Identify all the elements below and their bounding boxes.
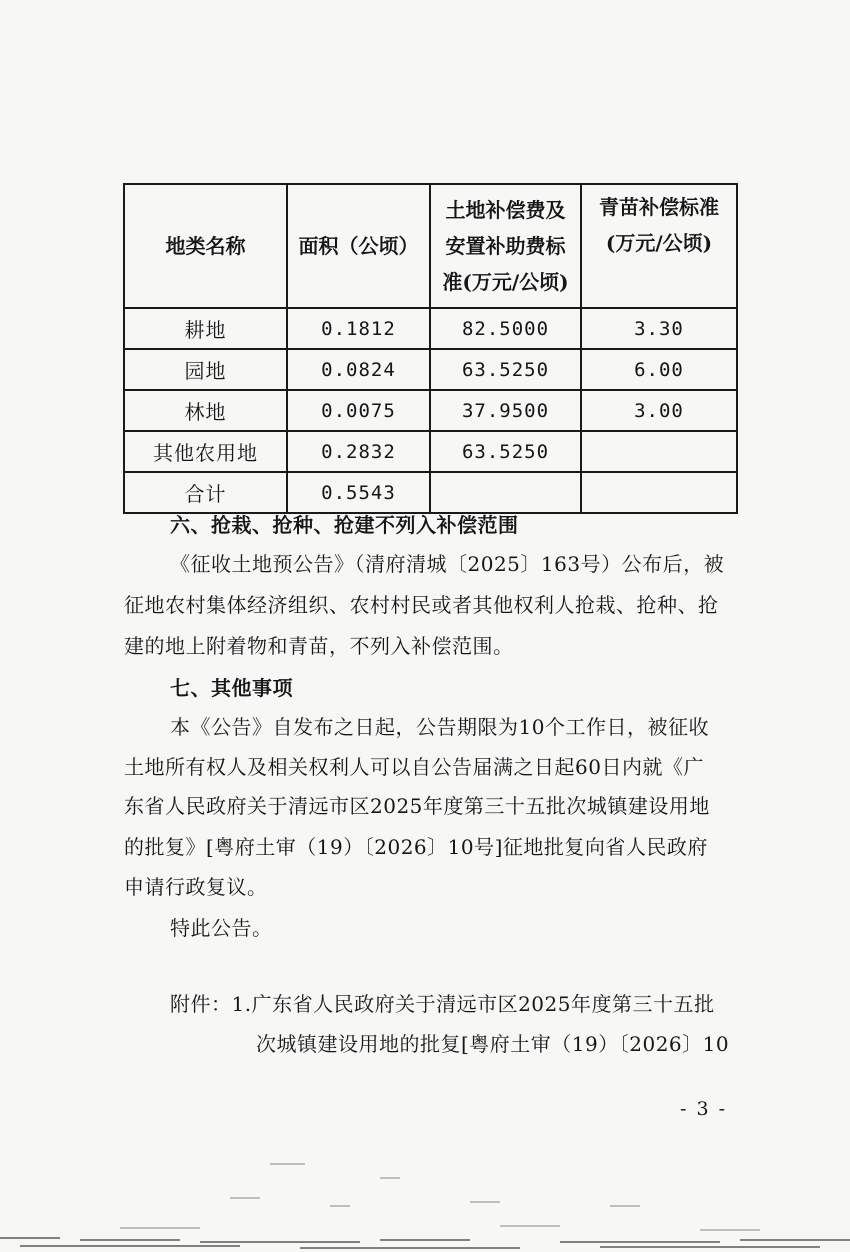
table-row-total: [124, 472, 737, 513]
cell-category: 园地: [124, 349, 287, 390]
cell-category: 林地: [124, 390, 287, 431]
cell-land-compensation: 82.5000: [430, 308, 581, 349]
section-7-para-line: 的批复》[粤府土审（19）〔2026〕10号]征地批复向省人民政府: [124, 835, 708, 859]
cell-area: 0.1812: [287, 308, 430, 349]
cell-category: 其他农用地: [124, 431, 287, 472]
section-7-para-line: 申请行政复议。: [124, 875, 268, 899]
table-row: [124, 308, 737, 349]
header-crop-compensation: 青苗补偿标准 (万元/公顷): [581, 184, 737, 308]
cell-category: 合计: [124, 472, 287, 513]
scan-noise: [0, 1150, 850, 1252]
attachment-line: 次城镇建设用地的批复[粤府土审（19）〔2026〕10: [256, 1032, 730, 1056]
cell-crop-compensation: [581, 431, 737, 472]
header-area: 面积（公顷）: [287, 184, 430, 308]
cell-land-compensation: 37.9500: [430, 390, 581, 431]
table-row: [124, 390, 737, 431]
cell-land-compensation: 63.5250: [430, 349, 581, 390]
cell-area: 0.5543: [287, 472, 430, 513]
section-7-heading: 七、其他事项: [170, 676, 293, 700]
section-7-para-line: 土地所有权人及相关权利人可以自公告届满之日起60日内就《广: [124, 755, 704, 779]
cell-area: 0.0824: [287, 349, 430, 390]
cell-area: 0.0075: [287, 390, 430, 431]
section-7-para-line: 东省人民政府关于清远市区2025年度第三十五批次城镇建设用地: [124, 794, 710, 818]
cell-land-compensation: [430, 472, 581, 513]
table-row: [124, 431, 737, 472]
section-6-para-line: 建的地上附着物和青苗，不列入补偿范围。: [124, 634, 514, 658]
section-6-heading: 六、抢栽、抢种、抢建不列入补偿范围: [170, 513, 519, 537]
closing-text: 特此公告。: [170, 916, 273, 940]
page-number: - 3 -: [680, 1098, 728, 1120]
cell-area: 0.2832: [287, 431, 430, 472]
header-land-compensation: 土地补偿费及 安置补助费标 准(万元/公顷): [430, 184, 581, 308]
compensation-table: [123, 183, 738, 514]
cell-crop-compensation: 6.00: [581, 349, 737, 390]
table-header-row: [124, 184, 737, 308]
cell-land-compensation: 63.5250: [430, 431, 581, 472]
cell-crop-compensation: [581, 472, 737, 513]
section-7-para-line: 本《公告》自发布之日起，公告期限为10个工作日，被征收: [170, 715, 709, 739]
table-row: [124, 349, 737, 390]
attachment-line: 附件：1.广东省人民政府关于清远市区2025年度第三十五批: [170, 992, 715, 1016]
cell-category: 耕地: [124, 308, 287, 349]
header-category: 地类名称: [124, 184, 287, 308]
cell-crop-compensation: 3.30: [581, 308, 737, 349]
cell-crop-compensation: 3.00: [581, 390, 737, 431]
section-6-para-line: 征地农村集体经济组织、农村村民或者其他权利人抢栽、抢种、抢: [124, 593, 719, 617]
section-6-para-line: 《征收土地预公告》（清府清城〔2025〕163号）公布后，被: [170, 552, 725, 576]
